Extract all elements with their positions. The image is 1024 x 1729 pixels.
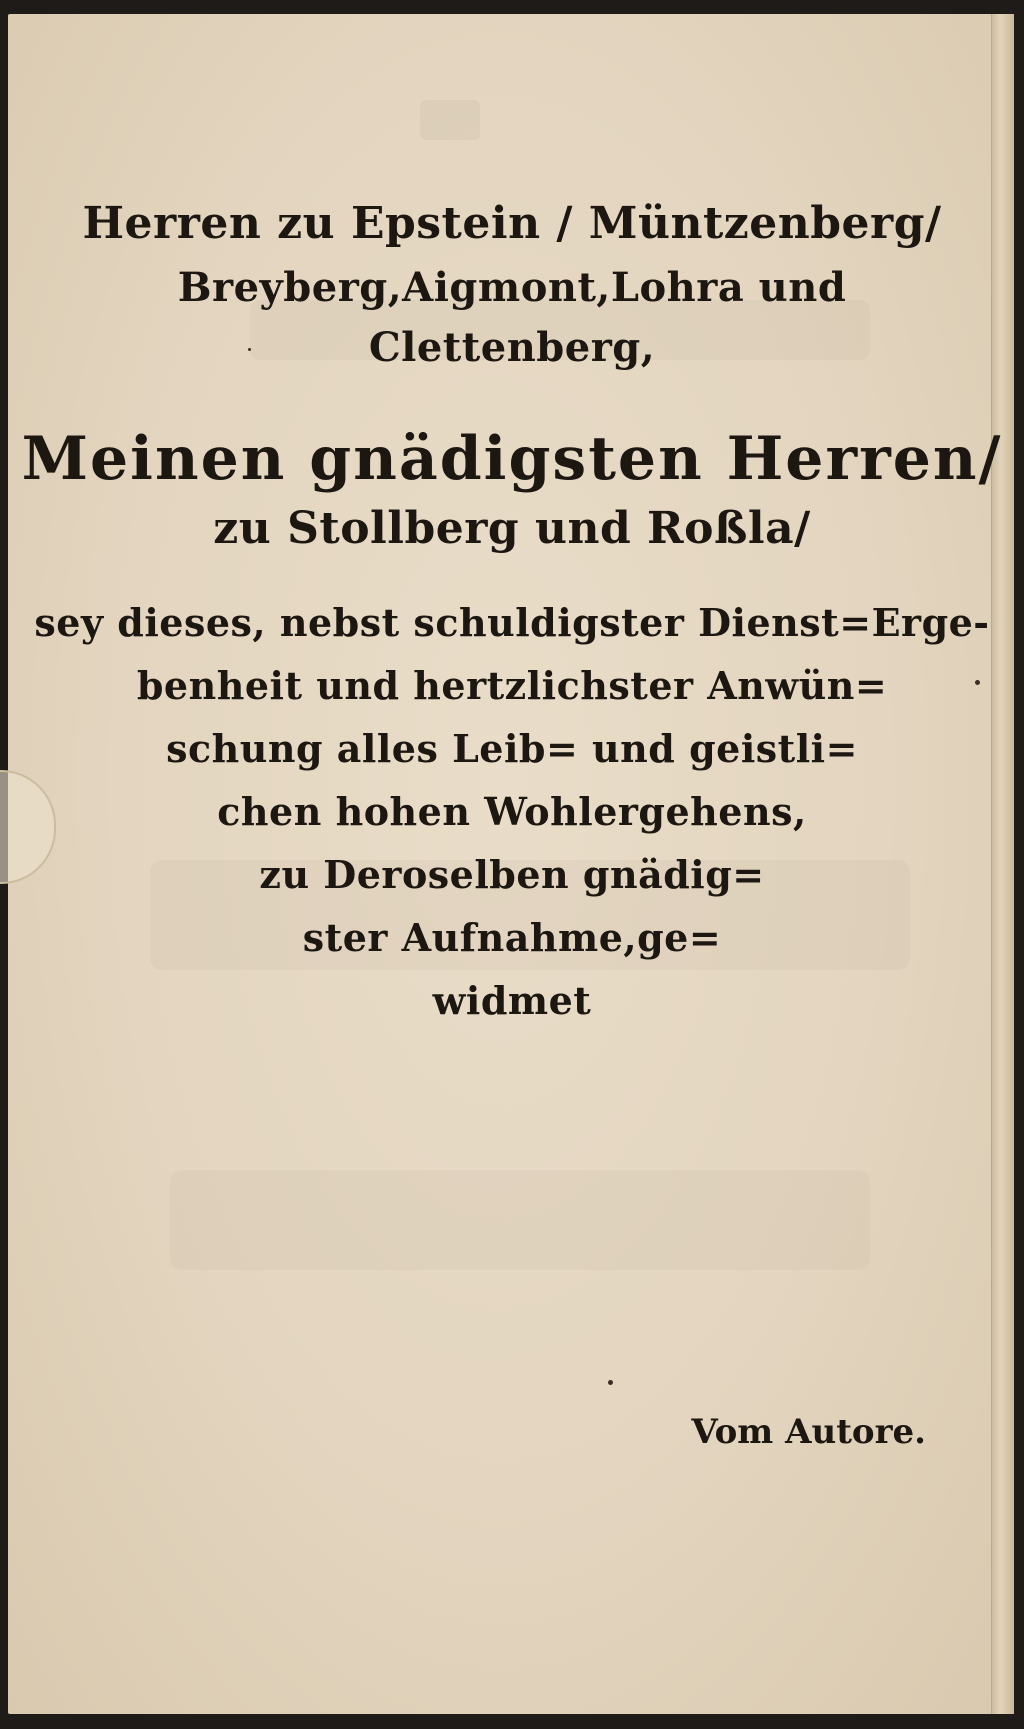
ink-speck: [975, 680, 980, 685]
show-through-shadow: [170, 1170, 870, 1270]
dedication-line: zu Deroselben gnädig=: [259, 852, 765, 897]
dedication-line: ster Aufnahme,ge=: [302, 915, 722, 960]
dedication-line: chen hohen Wohlergehens,: [217, 789, 807, 834]
dedication-line: sey dieses, nebst schuldigster Dienst=Erge-: [34, 600, 990, 645]
ink-speck: [608, 1380, 613, 1385]
dedication-heading: Meinen gnädigsten Herren/: [21, 424, 1003, 494]
dedication-line: Herren zu Epstein / Müntzenberg/: [82, 198, 942, 249]
dedication-line: widmet: [432, 978, 592, 1023]
dedication-line: zu Stollberg und Roßla/: [213, 503, 811, 554]
dedication-line: Clettenberg,: [368, 324, 656, 371]
signature: Vom Autore.: [691, 1412, 926, 1452]
dedication-line: schung alles Leib= und geistli=: [166, 726, 858, 771]
dedication-line: Breyberg,Aigmont,Lohra und: [177, 264, 847, 311]
show-through-shadow: [420, 100, 480, 140]
dedication-line: benheit und hertzlichster Anwün=: [136, 663, 888, 708]
ink-speck: [248, 348, 251, 351]
